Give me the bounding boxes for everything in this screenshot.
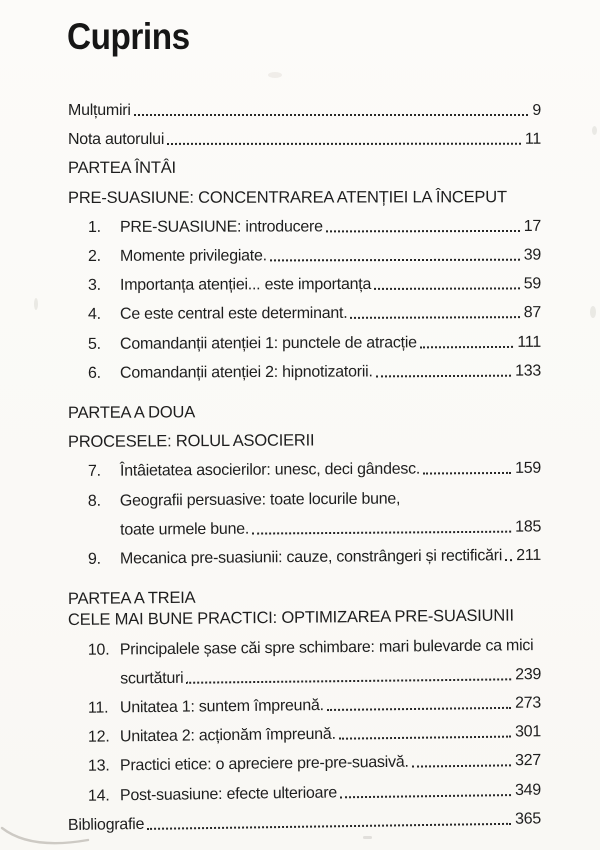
chapter-number: 13. xyxy=(87,757,110,776)
chapter-number: 14. xyxy=(87,787,110,805)
page-number: 9 xyxy=(532,102,541,119)
dot-leader xyxy=(420,346,514,348)
chapter-body xyxy=(120,212,541,242)
chapter-title-line xyxy=(120,454,541,486)
entry-label: Mulțumiri xyxy=(68,102,131,119)
page-number: 239 xyxy=(515,665,542,684)
chapter-body xyxy=(120,327,541,358)
chapter-title-line xyxy=(120,327,541,358)
toc-section-header xyxy=(68,602,541,636)
page-number: 133 xyxy=(514,362,542,380)
dot-leader xyxy=(350,317,519,320)
entry-label: Geografii persuasive: toate locurile bune, xyxy=(119,490,401,510)
toc-entry xyxy=(68,298,541,329)
scan-smudge xyxy=(592,126,597,135)
entry-label: Unitatea 1: suntem împreună. xyxy=(119,697,324,717)
toc-section-header xyxy=(68,183,541,213)
toc-entry xyxy=(68,327,541,358)
dot-leader xyxy=(374,288,520,291)
chapter-number: 11. xyxy=(87,699,109,717)
chapter-title-line xyxy=(120,356,541,387)
scan-smudge xyxy=(34,298,38,310)
page-title: Cuprins xyxy=(67,16,190,57)
entry-label: Momente privilegiate. xyxy=(119,247,267,265)
chapter-body xyxy=(120,631,542,694)
toc-entry xyxy=(68,541,541,574)
page-number: 111 xyxy=(517,333,542,351)
chapter-title-line xyxy=(120,631,541,665)
chapter-number: 6. xyxy=(87,364,101,382)
dot-leader xyxy=(412,765,511,768)
page-number: 301 xyxy=(514,723,542,741)
page-number: 365 xyxy=(514,810,542,828)
entry-label: Practici etice: o apreciere pre-pre-suasivă. xyxy=(119,754,409,775)
entry-label: Principalele șase căi spre schimbare: mari bulevarde ca mici xyxy=(119,636,534,659)
chapter-number: 7. xyxy=(87,463,101,481)
chapter-number: 5. xyxy=(87,335,101,353)
chapter-body xyxy=(120,356,541,387)
dot-leader xyxy=(327,707,511,711)
chapter-body xyxy=(120,454,541,486)
entry-label: Importanța atenției... este importanța xyxy=(119,276,372,295)
dot-leader xyxy=(167,143,521,145)
toc-entry xyxy=(68,241,541,272)
section-title: CELE MAI BUNE PRACTICI: OPTIMIZAREA PRE-SUASIUNII xyxy=(67,607,514,630)
chapter-number: 12. xyxy=(87,728,110,747)
chapter-title-line xyxy=(120,541,541,574)
dot-leader xyxy=(340,794,511,798)
dot-leader xyxy=(186,678,511,683)
dot-leader xyxy=(252,531,511,535)
chapter-number: 2. xyxy=(87,247,101,265)
chapter-body xyxy=(120,241,541,271)
entry-label: Comandanții atenției 2: hipnotizatorii. xyxy=(119,363,373,382)
toc-entry xyxy=(68,483,541,545)
chapter-title-line xyxy=(120,483,541,515)
dot-leader xyxy=(270,259,520,262)
section-title: PRE-SUASIUNE: CONCENTRAREA ATENȚIEI LA ÎNCEPUT xyxy=(67,187,507,207)
section-title: PARTEA A TREIA xyxy=(67,589,196,609)
chapter-number: 8. xyxy=(87,492,101,510)
chapter-number: 1. xyxy=(87,218,101,236)
dot-leader xyxy=(505,559,512,561)
entry-label: toate urmele bune. xyxy=(120,520,250,539)
scan-smudge xyxy=(590,306,596,318)
chapter-title-line xyxy=(120,212,541,242)
chapter-title-line xyxy=(120,270,541,301)
toc-entry xyxy=(68,631,542,694)
section-title: PROCESELE: ROLUL ASOCIERII xyxy=(67,431,315,452)
chapter-body xyxy=(120,270,541,301)
page-number: 39 xyxy=(523,246,542,264)
page-number: 327 xyxy=(514,752,542,770)
toc-entry xyxy=(68,212,541,242)
page-number: 273 xyxy=(514,694,542,712)
chapter-body xyxy=(120,298,541,329)
toc-entry xyxy=(68,356,541,388)
chapter-title-line xyxy=(120,512,541,544)
entry-label: Bibliografie xyxy=(67,815,145,834)
page-number: 211 xyxy=(516,546,542,565)
toc-entry xyxy=(68,125,541,154)
chapter-body xyxy=(120,483,541,545)
chapter-number: 9. xyxy=(87,550,101,568)
entry-label: scurtături xyxy=(120,669,184,688)
toc-entry xyxy=(68,96,541,125)
toc-section-header xyxy=(68,425,541,457)
chapter-number: 3. xyxy=(87,277,101,295)
entry-label: Întâietatea asocierilor: unesc, deci gândesc. xyxy=(119,460,421,481)
page-number: 17 xyxy=(523,217,542,235)
scan-smudge xyxy=(268,72,282,78)
page-number: 59 xyxy=(523,275,542,293)
toc-entry xyxy=(68,804,541,840)
entry-label: Nota autorului xyxy=(67,131,165,149)
chapter-number: 10. xyxy=(87,641,110,659)
dot-leader xyxy=(134,114,529,116)
dot-leader xyxy=(339,736,511,740)
chapter-number: 4. xyxy=(87,306,101,324)
toc-list xyxy=(68,96,541,840)
toc-entry xyxy=(68,270,541,301)
dot-leader xyxy=(376,375,511,378)
chapter-title-line xyxy=(120,298,541,329)
page-number: 185 xyxy=(515,518,542,536)
toc-entry xyxy=(68,454,541,487)
page-number: 159 xyxy=(514,460,542,478)
toc-section-header xyxy=(68,154,541,184)
section-title: PARTEA ÎNTÂI xyxy=(67,159,176,178)
entry-label: Unitatea 2: acționăm împreună. xyxy=(119,725,336,746)
dot-leader xyxy=(423,473,511,476)
dot-leader xyxy=(147,823,511,830)
page-number: 11 xyxy=(524,130,542,148)
entry-label: Comandanții atenției 1: punctele de atracție xyxy=(119,333,417,353)
chapter-body xyxy=(120,541,541,574)
page-number: 87 xyxy=(523,304,542,322)
entry-label: Post-suasiune: efecte ulterioare xyxy=(119,784,338,804)
entry-label: PRE-SUASIUNE: introducere xyxy=(119,218,323,236)
entry-label: Ce este central este determinant. xyxy=(119,305,348,324)
toc-section-header xyxy=(68,396,541,428)
chapter-title-line xyxy=(120,241,541,271)
dot-leader xyxy=(326,230,520,232)
section-title: PARTEA A DOUA xyxy=(67,403,196,423)
entry-label: Mecanica pre-suasiunii: cauze, constrângeri și rectificări xyxy=(119,547,503,568)
page-number: 349 xyxy=(514,781,542,799)
